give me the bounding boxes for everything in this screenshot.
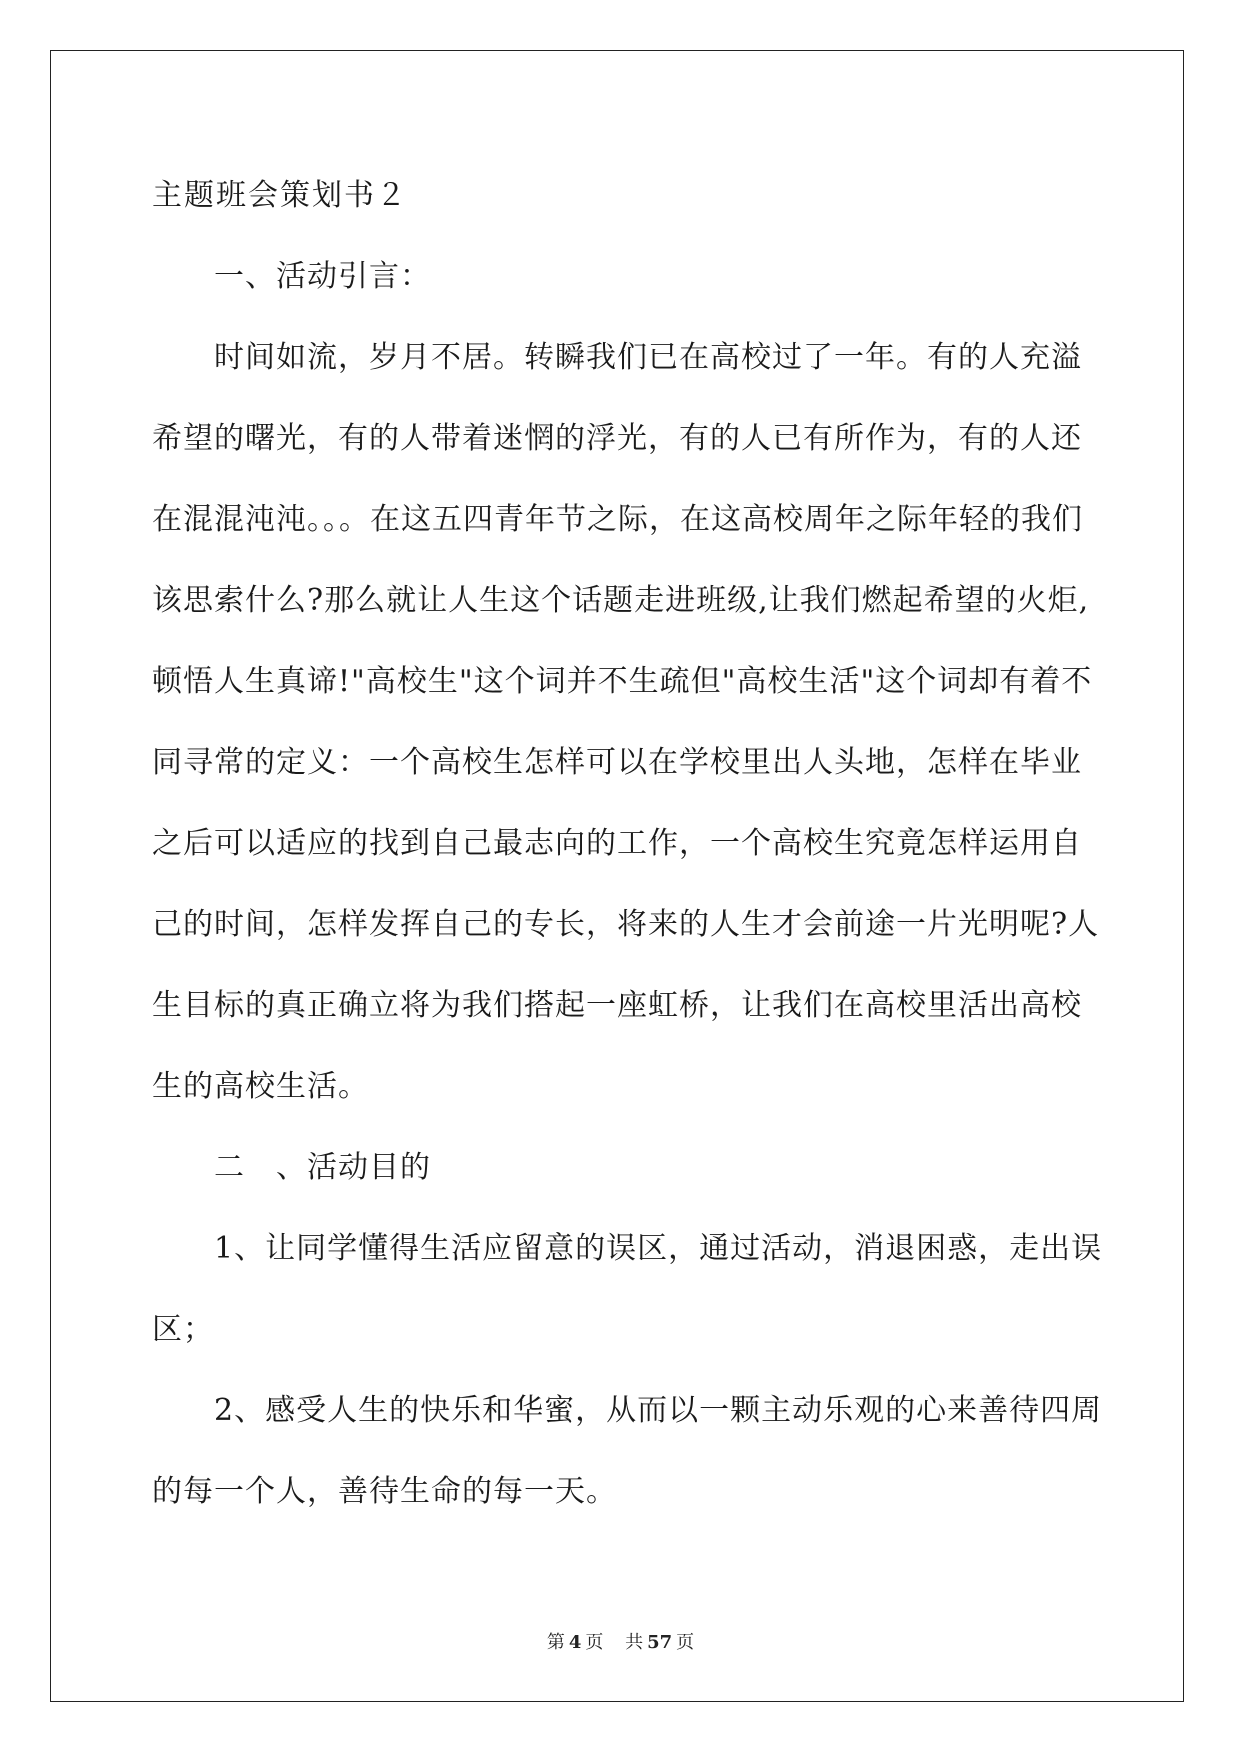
list-item-line: 2、感受人生的快乐和华蜜，从而以一颗主动乐观的心来善待四周 (214, 1393, 1103, 1428)
list-item-line: 的每一个人，善待生命的每一天。 (152, 1474, 617, 1509)
page-suffix: 页 (585, 1632, 604, 1653)
paragraph-line: 同寻常的定义：一个高校生怎样可以在学校里出人头地，怎样在毕业 (152, 745, 1082, 780)
list-item-line: 1、让同学懂得生活应留意的误区，通过活动，消退困惑，走出误 (214, 1231, 1103, 1266)
paragraph-line: 时间如流，岁月不居。转瞬我们已在高校过了一年。有的人充溢 (214, 340, 1082, 375)
total-prefix: 共 (625, 1632, 644, 1653)
paragraph-line: 该思索什么?那么就让人生这个话题走进班级,让我们燃起希望的火炬, (152, 583, 1090, 618)
page-footer (0, 1628, 1241, 1654)
paragraph-line: 生目标的真正确立将为我们搭起一座虹桥，让我们在高校里活出高校 (152, 988, 1082, 1023)
total-suffix: 页 (676, 1632, 695, 1653)
document-title: 主题班会策划书２ (152, 178, 408, 213)
section-heading-purpose: 二 、活动目的 (214, 1150, 431, 1185)
page-number: 4 (568, 1632, 582, 1653)
paragraph-line: 生的高校生活。 (152, 1069, 369, 1104)
total-pages-indicator (621, 1632, 698, 1653)
paragraph-line: 顿悟人生真谛!"高校生"这个词并不生疏但"高校生活"这个词却有着不 (152, 664, 1093, 699)
page-indicator (543, 1632, 608, 1653)
page-prefix: 第 (546, 1632, 565, 1653)
paragraph-line: 在混混沌沌。。。在这五四青年节之际，在这高校周年之际年轻的我们 (152, 502, 1083, 537)
paragraph-line: 己的时间，怎样发挥自己的专长，将来的人生才会前途一片光明呢?人 (152, 907, 1100, 942)
document-body (152, 155, 1103, 1532)
section-heading-intro: 一、活动引言： (214, 259, 431, 294)
list-item-line: 区； (152, 1312, 214, 1347)
paragraph-line: 之后可以适应的找到自己最志向的工作，一个高校生究竟怎样运用自 (152, 826, 1082, 861)
total-pages: 57 (647, 1632, 673, 1653)
paragraph-line: 希望的曙光，有的人带着迷惘的浮光，有的人已有所作为，有的人还 (152, 421, 1082, 456)
